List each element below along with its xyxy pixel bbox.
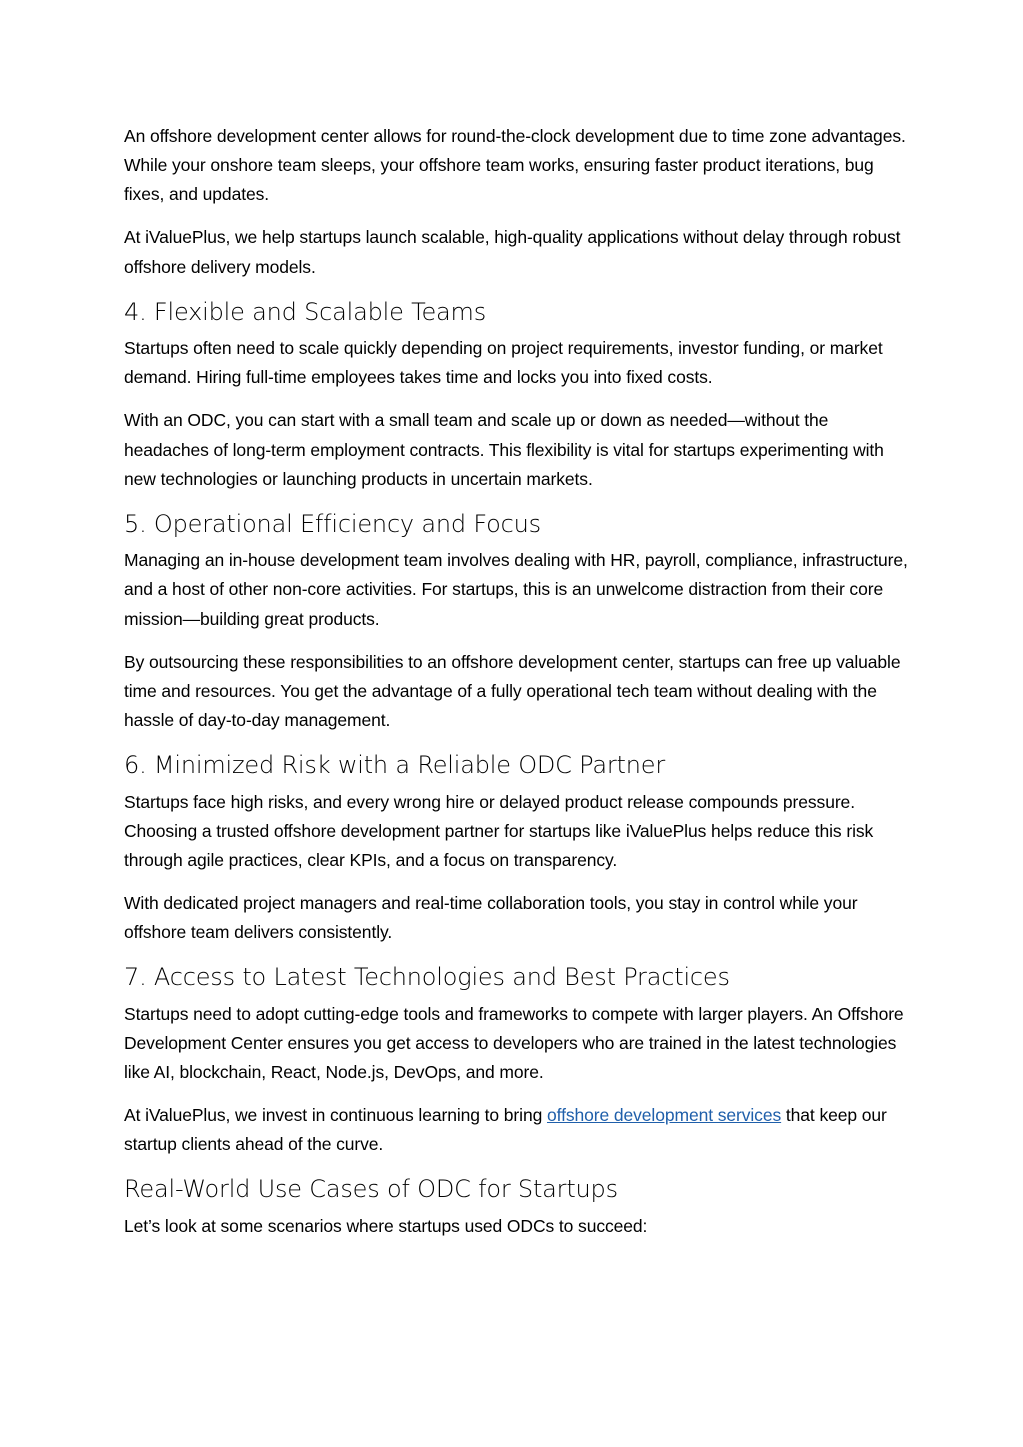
- link-paragraph-after: that keep our startup clients ahead of the curve.: [124, 1105, 887, 1155]
- section-heading-real-world-use-cases: Real-World Use Cases of ODC for Startups: [124, 1175, 618, 1204]
- section-paragraph: With dedicated project managers and real-time collaboration tools, you stay in control while your offshore team delivers consistently.: [124, 892, 858, 943]
- offshore-development-services-link[interactable]: offshore development services: [546, 1105, 782, 1126]
- section-paragraph: Let’s look at some scenarios where startups used ODCs to succeed:: [124, 1215, 648, 1236]
- intro-paragraph-1: An offshore development center allows for round-the-clock development due to time zone advantages. While your onshore team sleeps, your offshore team works, ensuring faster product iterations, bug fixes, and updates.: [124, 126, 906, 205]
- section-paragraph: Startups often need to scale quickly depending on project requirements, investor funding, or market demand. Hiring full-time employees takes time and locks you into fixed costs.: [124, 338, 883, 388]
- section-heading-latest-technologies: 7. Access to Latest Technologies and Best Practices: [124, 963, 730, 992]
- intro-paragraph-2: At iValuePlus, we help startups launch scalable, high-quality applications without delay through robust offshore delivery models.: [124, 227, 901, 277]
- section-heading-minimized-risk: 6. Minimized Risk with a Reliable ODC Partner: [124, 751, 665, 780]
- section-paragraph: Managing an in-house development team involves dealing with HR, payroll, compliance, infrastructure, and a host of other non-core activities. For startups, this is an unwelcome distraction from their core mission—building great products.: [124, 550, 908, 629]
- section-heading-operational-efficiency: 5. Operational Efficiency and Focus: [124, 509, 541, 538]
- section-paragraph-with-link: [124, 1101, 914, 1159]
- section-paragraph: With an ODC, you can start with a small team and scale up or down as needed—without the headaches of long-term employment contracts. This flexibility is vital for startups experimenting with new technologies or launching products in uncertain markets.: [124, 410, 884, 489]
- section-paragraph: By outsourcing these responsibilities to an offshore development center, startups can free up valuable time and resources. You get the advantage of a fully operational tech team without dealing with the hassle of day-to-day management.: [124, 651, 901, 731]
- section-heading-flexible-teams: 4. Flexible and Scalable Teams: [124, 297, 487, 326]
- section-paragraph: Startups face high risks, and every wrong hire or delayed product release compounds pressure. Choosing a trusted offshore development partner for startups like iValuePlus helps reduce this risk through agile practices, clear KPIs, and a focus on transparency.: [124, 791, 874, 870]
- link-paragraph-before: At iValuePlus, we invest in continuous learning to bring: [124, 1105, 547, 1126]
- document-page: [124, 122, 914, 1255]
- section-paragraph: Startups need to adopt cutting-edge tools and frameworks to compete with larger players. An Offshore Development Center ensures you get access to developers who are trained in the latest technologies like AI, blockchain, React, Node.js, DevOps, and more.: [124, 1003, 904, 1083]
